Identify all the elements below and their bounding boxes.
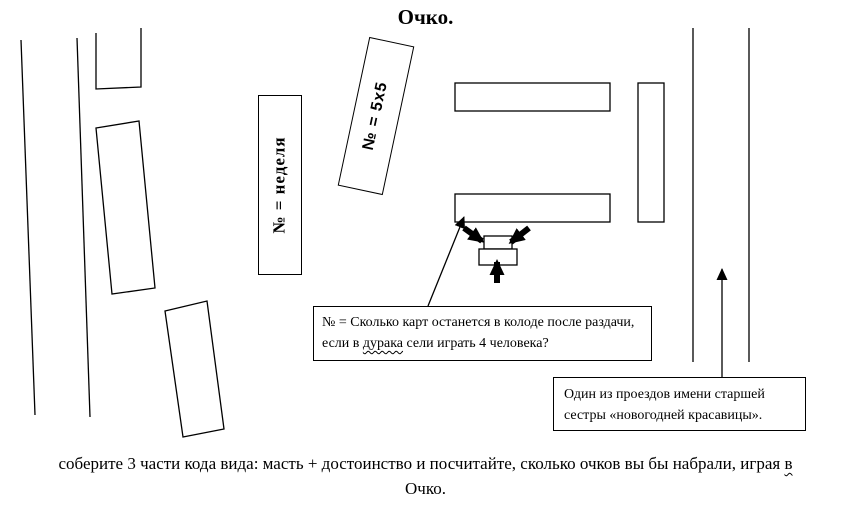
building-mid-right (455, 194, 610, 222)
callout-cards-text-before: № = Сколько карт останется в колоде после раздачи, если в (322, 315, 635, 351)
callout-cards-misspelled-word: дурака (362, 336, 404, 351)
thick-arrow-from-northwest-icon (464, 228, 482, 241)
label-box-week (258, 95, 302, 275)
building-top-left-open (96, 28, 141, 89)
thick-arrow-from-northeast-icon (511, 228, 529, 242)
label-5x5-text: № = 5х5 (359, 80, 392, 152)
road-line-left-outer (21, 40, 35, 415)
callout-street-text: Один из проездов имени старшей сестры «новогодней красавицы». (564, 387, 765, 423)
building-right-vertical (638, 83, 664, 222)
meeting-square-top (484, 236, 512, 249)
label-week-text: № = неделя (270, 136, 289, 234)
footer-instruction (0, 451, 851, 501)
road-line-left-inner (77, 38, 90, 417)
callout-cards-text-after: сели играть 4 человека? (403, 336, 549, 351)
footer-line2: Очко. (405, 479, 446, 498)
callout-street (553, 377, 806, 431)
footer-line1: соберите 3 части кода вида: масть + достоинство и посчитайте, сколько очков вы бы набрали, играя (58, 454, 785, 473)
page-title: Очко. (397, 5, 454, 29)
building-lower-slanted (165, 301, 224, 437)
callout-cards (313, 306, 652, 361)
footer-misspelled-word: в (784, 454, 793, 473)
building-top-right (455, 83, 610, 111)
building-long-slanted (96, 121, 155, 294)
cards-callout-arrow-icon (428, 217, 464, 306)
